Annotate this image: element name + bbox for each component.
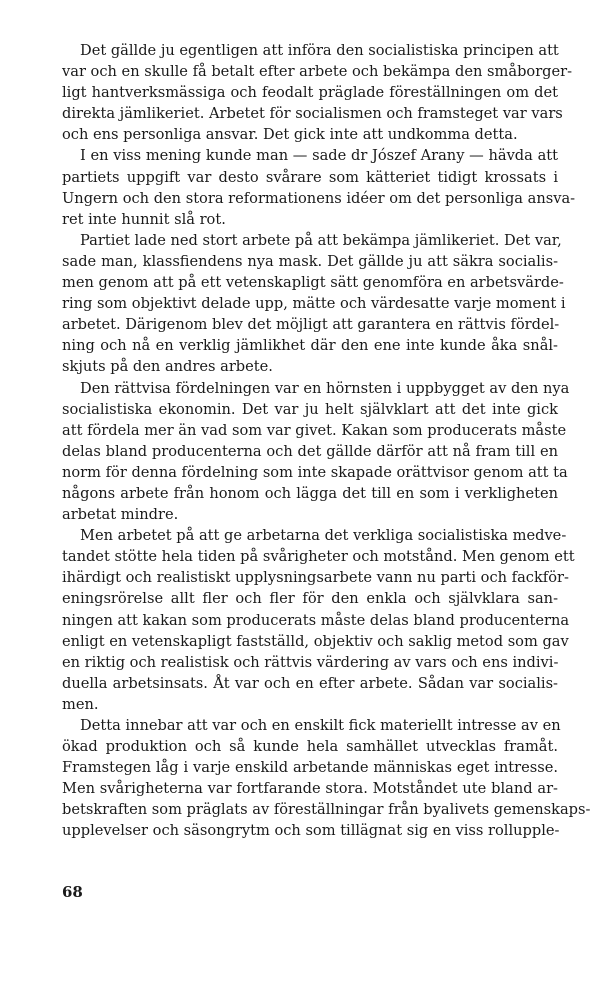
text-line: ligt hantverksmässiga och feodalt präglade föreställningen om det <box>62 84 558 102</box>
text-line: att fördela mer än vad som var givet. Kakan som producerats måste <box>62 421 567 439</box>
page-number: 68 <box>62 883 83 901</box>
text-line: norm för denna fördelning som inte skapade orättvisor genom att ta <box>62 463 568 481</box>
text-line: sade man, klassfiendens nya mask. Det gällde ju att säkra socialis- <box>62 252 558 270</box>
text-line: en riktig och realistisk och rättvis värdering av vars och ens indivi- <box>62 653 559 671</box>
text-line: ningen att kakan som producerats måste delas bland producenterna <box>62 611 570 629</box>
text-line: upplevelser och säsongrytm och som tillägnat sig en viss rollupple- <box>62 822 560 840</box>
text-line: eningsrörelse allt fler och fler för den enkla och självklara san- <box>62 590 558 608</box>
text-line: någons arbete från honom och lägga det till en som i verkligheten <box>62 484 558 502</box>
text-line: delas bland producenterna och det gällde därför att nå fram till en <box>62 442 558 460</box>
text-line: I en viss mening kunde man — sade dr Jószef Arany — hävda att <box>80 147 558 165</box>
text-line: Det gällde ju egentligen att införa den socialistiska principen att <box>80 42 559 59</box>
paragraph <box>62 715 591 842</box>
text-line: var och en skulle få betalt efter arbete och bekämpa den småborger- <box>62 63 573 81</box>
text-line: men. <box>62 695 99 713</box>
paragraph <box>62 378 570 526</box>
paragraph <box>62 40 573 145</box>
text-line: duella arbetsinsats. Åt var och en efter arbete. Sådan var socialis- <box>62 674 558 692</box>
text-line: Framstegen låg i varje enskild arbetande människas eget intresse. <box>62 759 558 777</box>
text-line: direkta jämlikeriet. Arbetet för socialismen och framsteget var vars <box>62 105 563 123</box>
text-line: ring som objektivt delade upp, mätte och värdesatte varje moment i <box>62 295 566 313</box>
text-line: ihärdigt och realistiskt upplysningsarbete vann nu parti och fackför- <box>62 569 569 587</box>
text-line: socialistiska ekonomin. Det var ju helt självklart att det inte gick <box>62 400 558 418</box>
text-line: enligt en vetenskapligt fastställd, objektiv och saklig metod som gav <box>62 632 569 650</box>
paragraph <box>62 145 576 229</box>
text-line: och ens personliga ansvar. Det gick inte att undkomma detta. <box>62 126 518 144</box>
text-line: Men svårigheterna var fortfarande stora. Motståndet ute bland ar- <box>62 780 558 798</box>
text-line: ning och nå en verklig jämlikhet där den ene inte kunde åka snål- <box>62 337 558 355</box>
text-line: tandet stötte hela tiden på svårigheter och motstånd. Men genom ett <box>62 548 575 566</box>
paragraph <box>62 230 566 378</box>
text-line: skjuts på den andres arbete. <box>62 358 273 376</box>
text-line: Detta innebar att var och en enskilt fick materiellt intresse av en <box>80 717 561 734</box>
text-line: betskraften som präglats av föreställningar från byalivets gemenskaps- <box>62 801 591 819</box>
text-line: Ungern och den stora reformationens idéer om det personliga ansva- <box>62 189 576 207</box>
text-line: Men arbetet på att ge arbetarna det verkliga socialistiska medve- <box>80 527 567 545</box>
body-text <box>62 40 591 842</box>
text-line: arbetet. Därigenom blev det möjligt att garantera en rättvis fördel- <box>62 316 560 334</box>
text-line: Den rättvisa fördelningen var en hörnsten i uppbygget av den nya <box>80 379 570 397</box>
text-line: ret inte hunnit slå rot. <box>62 210 226 228</box>
paragraph <box>62 525 575 715</box>
text-line: ökad produktion och så kunde hela samhället utvecklas framåt. <box>62 738 558 756</box>
text-line: arbetat mindre. <box>62 506 179 524</box>
text-line: men genom att på ett vetenskapligt sätt genomföra en arbetsvärde- <box>62 274 564 292</box>
text-line: partiets uppgift var desto svårare som kätteriet tidigt krossats i <box>62 168 558 186</box>
text-line: Partiet lade ned stort arbete på att bekämpa jämlikeriet. Det var, <box>80 231 562 249</box>
